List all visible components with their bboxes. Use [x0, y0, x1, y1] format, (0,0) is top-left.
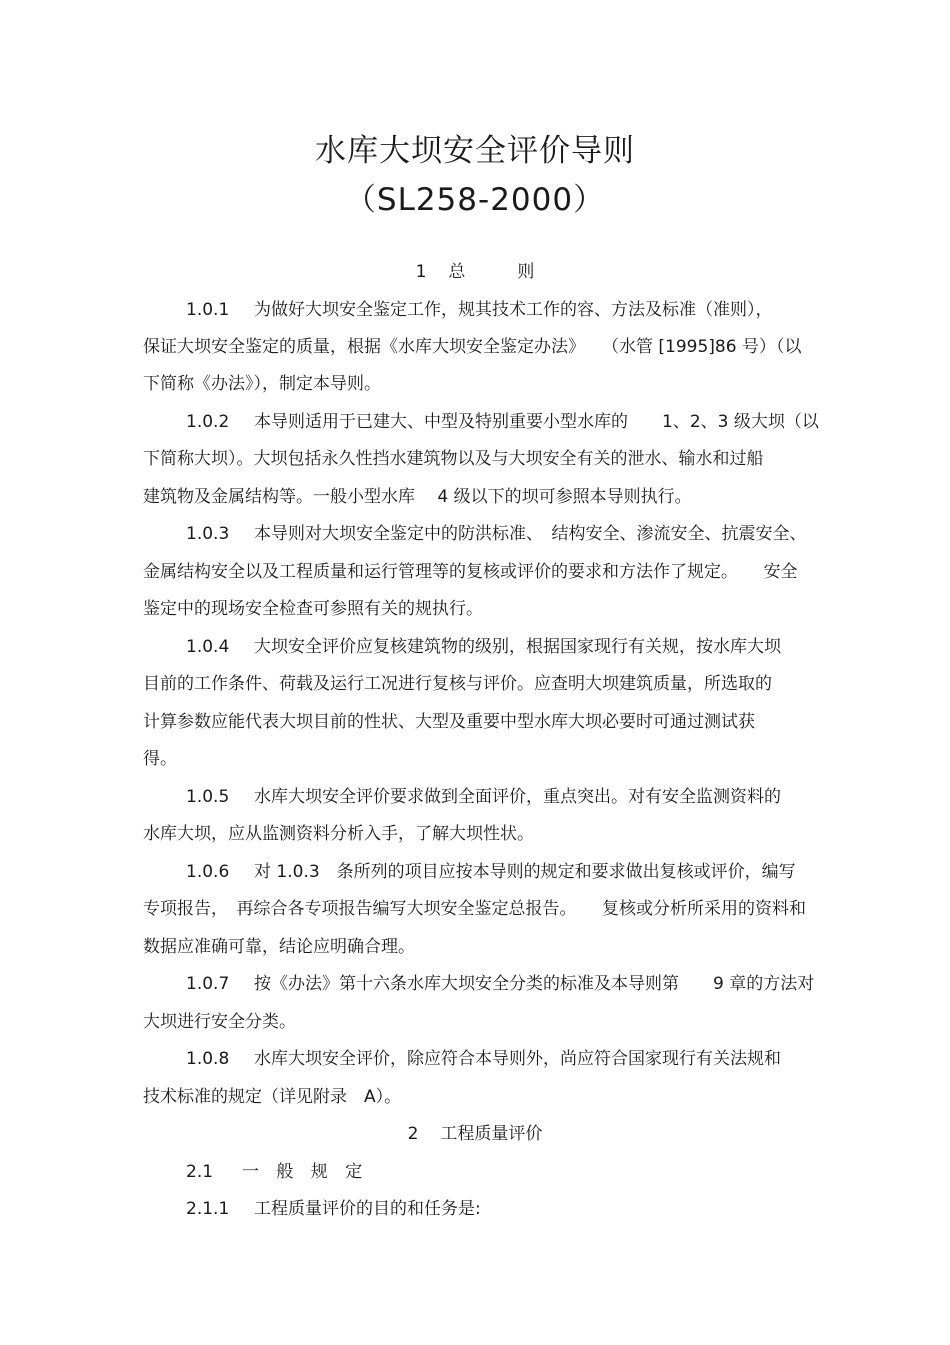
paragraph-line: 鉴定中的现场安全检查可参照有关的规执行。	[143, 599, 483, 619]
section-number: 2.1	[186, 1162, 214, 1182]
chapter-1-heading	[0, 257, 950, 287]
chapter-2-number: 2	[407, 1124, 419, 1144]
clause-number: 1.0.3	[186, 524, 230, 544]
clause-number: 1.0.6	[186, 862, 230, 882]
paragraph-line: 目前的工作条件、荷载及运行工况进行复核与评价。应查明大坝建筑质量，所选取的	[143, 674, 772, 694]
paragraph-line: 水库大坝，应从监测资料分析入手，了解大坝性状。	[143, 824, 534, 844]
chapter-2-heading	[0, 1119, 950, 1149]
paragraph-line	[186, 969, 848, 999]
clause-number: 1.0.4	[186, 637, 230, 657]
clause-text: 本导则对大坝安全鉴定中的防洪标准、 结构安全、渗流安全、抗震安全、	[254, 524, 807, 544]
document-title: 水库大坝安全评价导则	[315, 133, 635, 169]
clause-text: 按《办法》第十六条水库大坝安全分类的标准及本导则第 9 章的方法对	[254, 974, 815, 994]
paragraph-line: 数据应准确可靠，结论应明确合理。	[143, 937, 415, 957]
clause-text: 水库大坝安全评价，除应符合本导则外，尚应符合国家现行有关法规和	[254, 1049, 781, 1069]
chapter-1-title-a: 总	[448, 262, 466, 282]
clause-number: 1.0.1	[186, 300, 230, 320]
clause-text: 工程质量评价的目的和任务是:	[254, 1199, 481, 1219]
document-subtitle: （SL258-2000）	[344, 182, 606, 218]
clause-number: 2.1.1	[186, 1199, 230, 1219]
paragraph-line: 技术标准的规定（详见附录 A）。	[143, 1087, 402, 1107]
paragraph-line: 大坝进行安全分类。	[143, 1012, 296, 1032]
clause-text: 对 1.0.3 条所列的项目应按本导则的规定和要求做出复核或评价，编写	[254, 862, 796, 882]
clause-text: 为做好大坝安全鉴定工作，规其技术工作的容、方法及标准（准则），	[254, 300, 773, 320]
clause-number: 1.0.2	[186, 412, 230, 432]
clause-text: 水库大坝安全评价要求做到全面评价，重点突出。对有安全监测资料的	[254, 787, 781, 807]
paragraph-line: 保证大坝安全鉴定的质量，根据《水库大坝安全鉴定办法》 （水管 [1995]86 号）（以	[143, 337, 802, 357]
paragraph-line: 金属结构安全以及工程质量和运行管理等的复核或评价的要求和方法作了规定。 安全	[143, 562, 798, 582]
paragraph-line	[186, 1044, 848, 1074]
paragraph-line	[186, 407, 848, 437]
clause-number: 1.0.7	[186, 974, 230, 994]
paragraph-line	[186, 782, 848, 812]
paragraph-line: 下简称大坝）。大坝包括永久性挡水建筑物以及与大坝安全有关的泄水、输水和过船	[143, 449, 764, 469]
paragraph-line: 专项报告， 再综合各专项报告编写大坝安全鉴定总报告。 复核或分析所采用的资料和	[143, 899, 806, 919]
section-title: 一 般 规 定	[242, 1162, 369, 1182]
clause-number: 1.0.8	[186, 1049, 230, 1069]
paragraph-line	[186, 295, 848, 325]
clause-text: 大坝安全评价应复核建筑物的级别，根据国家现行有关规，按水库大坝	[254, 637, 781, 657]
clause-text: 本导则适用于已建大、中型及特别重要小型水库的 1、2、3 级大坝（以	[254, 412, 819, 432]
chapter-1-number: 1	[415, 262, 427, 282]
paragraph-line: 建筑物及金属结构等。一般小型水库 4 级以下的坝可参照本导则执行。	[143, 487, 692, 507]
paragraph-line: 得。	[143, 749, 177, 769]
section-heading	[186, 1157, 848, 1187]
paragraph-line	[186, 519, 848, 549]
paragraph-line: 计算参数应能代表大坝目前的性状、大型及重要中型水库大坝必要时可通过测试获	[143, 712, 755, 732]
paragraph-line	[186, 857, 848, 887]
paragraph-line	[186, 632, 848, 662]
chapter-2-title: 工程质量评价	[440, 1124, 543, 1144]
clause-number: 1.0.5	[186, 787, 230, 807]
paragraph-line: 下简称《办法》），制定本导则。	[143, 374, 381, 394]
paragraph-line	[186, 1194, 848, 1224]
chapter-1-title-b: 则	[517, 262, 535, 282]
